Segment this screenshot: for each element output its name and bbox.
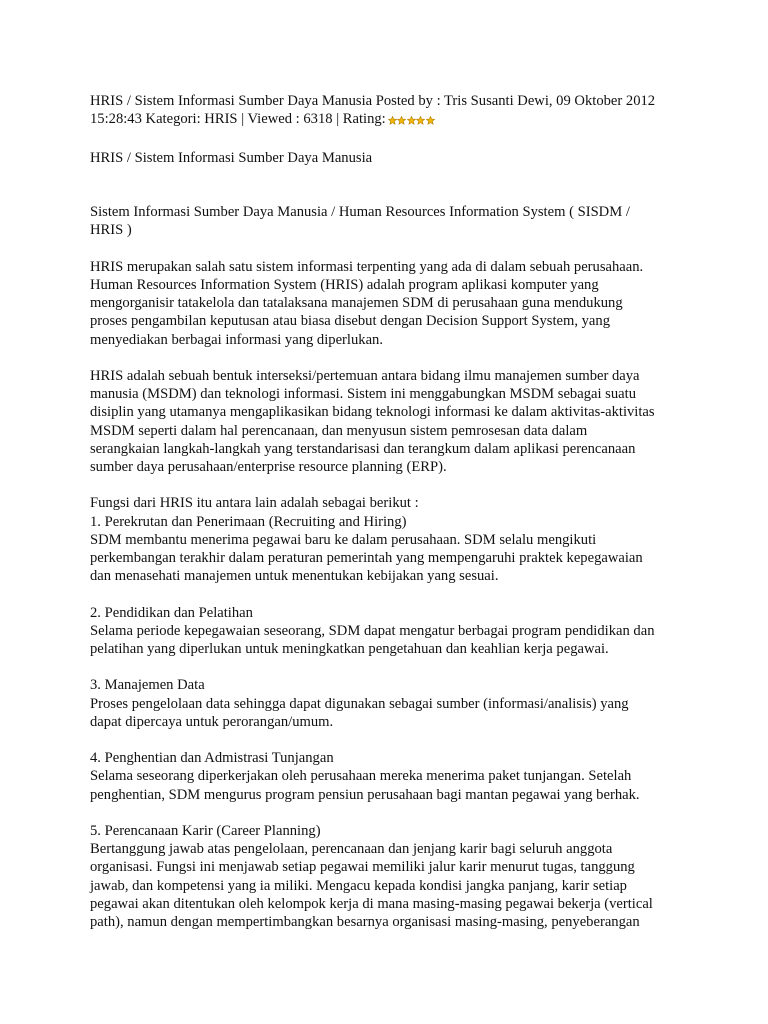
function-line: penghentian, SDM mengurus program pensiun perusahaan bagi mantan pegawai yang berhak. xyxy=(90,786,640,803)
function-item-2 xyxy=(90,604,690,659)
function-line: Selama seseorang diperkerjakan oleh perusahaan mereka menerima paket tunjangan. Setelah xyxy=(90,768,632,785)
function-heading: 1. Perekrutan dan Penerimaan (Recruiting and Hiring) xyxy=(90,513,407,530)
post-meta-text: 15:28:43 Kategori: HRIS | Viewed : 6318 | Rating: xyxy=(90,111,386,128)
function-heading: 2. Pendidikan dan Pelatihan xyxy=(90,604,253,621)
function-line: pegawai akan ditentukan oleh kelompok kerja di mana masing-masing pegawai bekerja (vertical xyxy=(90,895,653,912)
function-heading: 4. Penghentian dan Admistrasi Tunjangan xyxy=(90,750,334,767)
post-header-line-2 xyxy=(90,110,690,130)
paragraph-line: menyediakan berbagai informasi yang diperlukan. xyxy=(90,331,383,348)
function-line: perkembangan terakhir dalam peraturan pemerintah yang mempengaruhi praktek kepegawaian xyxy=(90,550,643,566)
paragraph-line: mengorganisir tatakelola dan tatalaksana manajemen SDM di perusahaan guna mendukung xyxy=(90,295,623,312)
post-header-line-1: HRIS / Sistem Informasi Sumber Daya Manusia Posted by : Tris Susanti Dewi, 09 Oktober 2012 xyxy=(90,93,656,109)
paragraph-line: manusia (MSDM) dan teknologi informasi. Sistem ini menggabungkan MSDM sebagai suatu xyxy=(90,386,636,403)
star-icon xyxy=(388,116,397,125)
article-subtitle-line-1: Sistem Informasi Sumber Daya Manusia / Human Resources Information System ( SISDM / xyxy=(90,204,630,221)
paragraph-hris-definition xyxy=(90,258,690,349)
function-item-5 xyxy=(90,822,690,931)
paragraph-hris-intersection xyxy=(90,367,690,476)
function-line: pelatihan yang diperlukan untuk meningkatkan pengetahuan dan keahlian kerja pegawai. xyxy=(90,641,609,657)
paragraph-line: MSDM seperti dalam hal perencanaan, dan menyusun sistem pemrosesan data dalam xyxy=(90,422,588,439)
function-item-4 xyxy=(90,749,690,804)
star-icon xyxy=(426,116,435,125)
document-page xyxy=(90,92,690,949)
function-list-intro: Fungsi dari HRIS itu antara lain adalah sebagai berikut : xyxy=(90,495,419,512)
paragraph-line: serangkaian langkah-langkah yang terstandarisasi dan terangkum dalam aplikasi perencanaan xyxy=(90,440,636,457)
function-line: organisasi. Fungsi ini menjawab setiap pegawai memiliki jalur karir menurut tugas, tanggung xyxy=(90,859,635,876)
function-line: SDM membantu menerima pegawai baru ke dalam perusahaan. SDM selalu mengikuti xyxy=(90,531,597,548)
paragraph-line: HRIS merupakan salah satu sistem informasi terpenting yang ada di dalam sebuah perusahaan. xyxy=(90,258,644,275)
function-line: Selama periode kepegawaian seseorang, SDM dapat mengatur berbagai program pendidikan dan xyxy=(90,622,655,639)
function-line: dapat dipercaya untuk perorangan/umum. xyxy=(90,713,334,730)
function-line: dan menasehati manajemen untuk menentukan kebijakan yang sesuai. xyxy=(90,568,499,585)
star-icon xyxy=(397,116,406,125)
function-line: Proses pengelolaan data sehingga dapat digunakan sebagai sumber (informasi/analisis) yang xyxy=(90,695,629,712)
function-line: path), namun dengan mempertimbangkan besarnya organisasi masing-masing, penyeberangan xyxy=(90,914,640,930)
paragraph-line: proses pengambilan keputusan atau biasa disebut dengan Decision Support System, yang xyxy=(90,313,611,330)
article-title xyxy=(90,149,690,167)
paragraph-line: disiplin yang utamanya mengaplikasikan bidang teknologi informasi ke dalam aktivitas-aktivitas xyxy=(90,404,655,421)
star-icon xyxy=(407,116,416,125)
function-line: Bertanggung jawab atas pengelolaan, perencanaan dan jenjang karir bagi seluruh anggota xyxy=(90,841,613,858)
function-heading: 3. Manajemen Data xyxy=(90,677,205,694)
article-subtitle-line-2: HRIS ) xyxy=(90,222,132,239)
star-icon xyxy=(416,116,425,125)
paragraph-line: sumber daya perusahaan/enterprise resource planning (ERP). xyxy=(90,459,447,475)
article-title-text: HRIS / Sistem Informasi Sumber Daya Manusia xyxy=(90,149,373,166)
paragraph-line: Human Resources Information System (HRIS) adalah program aplikasi komputer yang xyxy=(90,276,599,293)
paragraph-line: HRIS adalah sebuah bentuk interseksi/pertemuan antara bidang ilmu manajemen sumber daya xyxy=(90,367,640,384)
post-header xyxy=(90,92,690,130)
function-item-1 xyxy=(90,494,690,585)
rating-stars xyxy=(388,112,436,130)
function-item-3 xyxy=(90,676,690,731)
function-heading: 5. Perencanaan Karir (Career Planning) xyxy=(90,822,321,839)
function-line: jawab, dan kompetensi yang ia miliki. Mengacu kepada kondisi jangka panjang, karir setiap xyxy=(90,877,627,894)
article-subtitle xyxy=(90,203,690,239)
